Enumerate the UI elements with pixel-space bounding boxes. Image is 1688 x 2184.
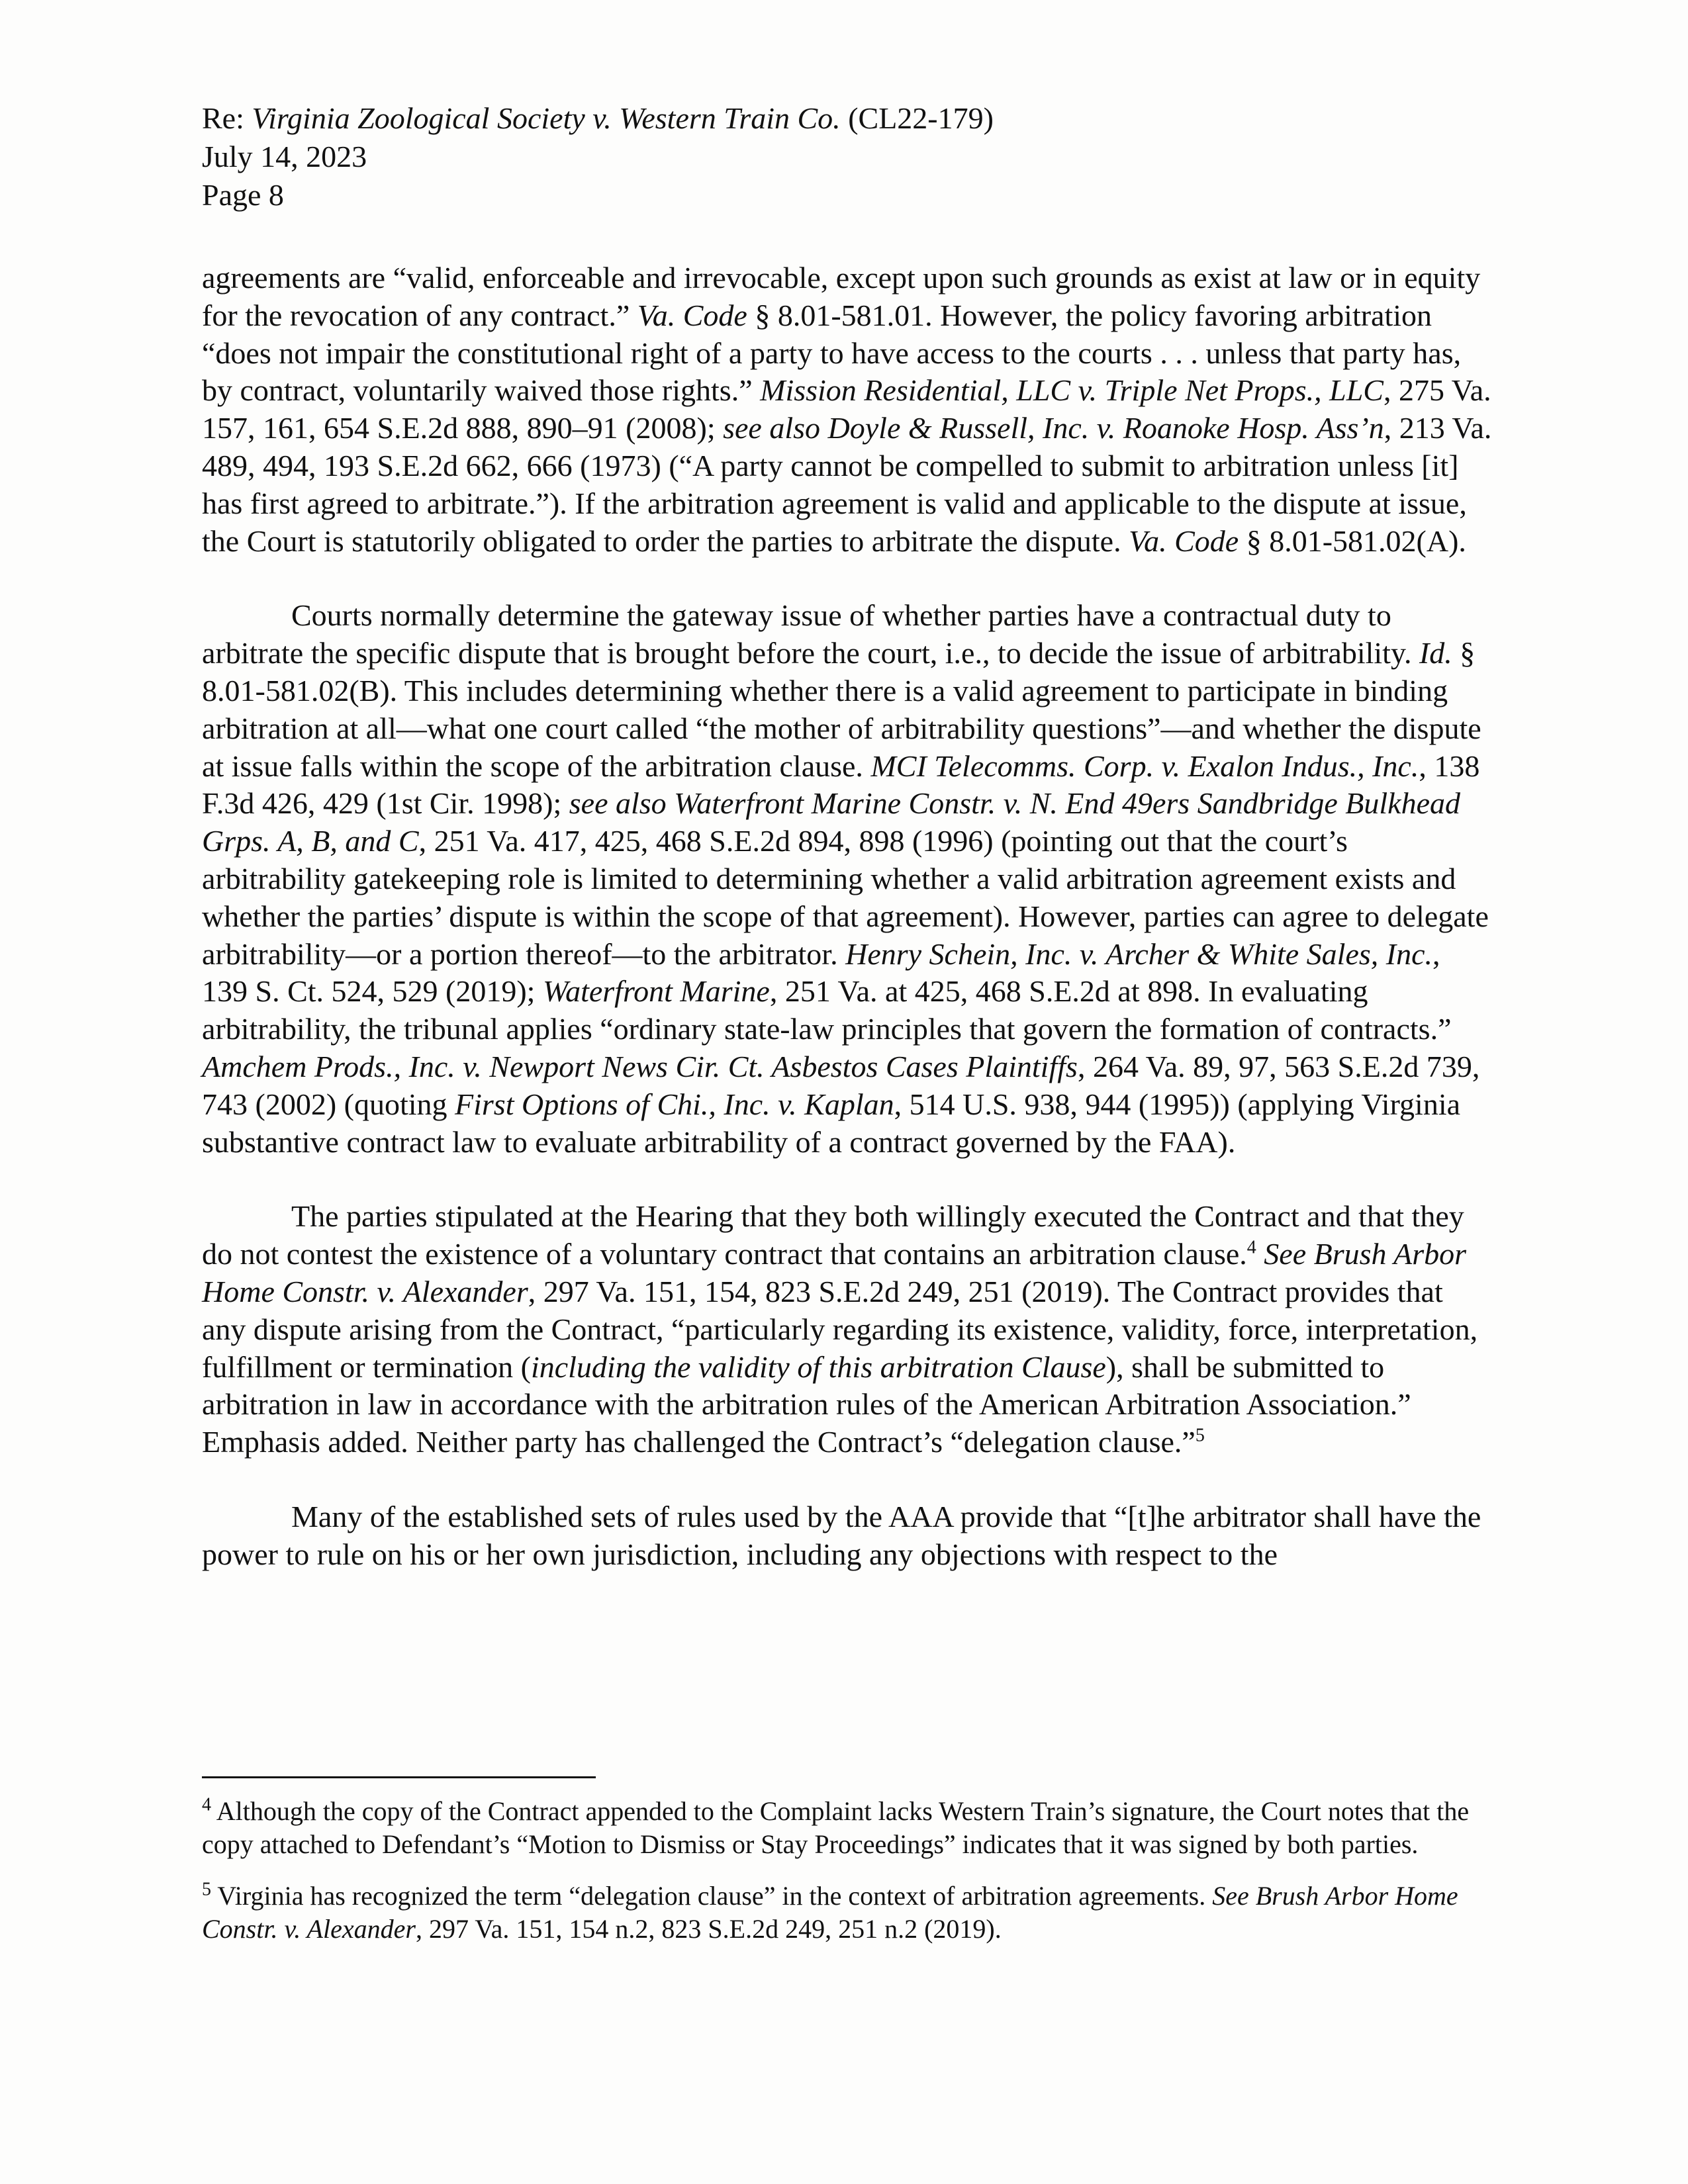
- footnote: [202, 1795, 1493, 1861]
- re-line: [202, 99, 1460, 138]
- text-run: Virginia has recognized the term “delegation clause” in the context of arbitration agreements.: [211, 1881, 1213, 1911]
- text-run: § 8.01-581.02(B). This includes determining whether there is a valid agreement to participate in binding arbitration at all—what one court called “the mother of arbitrability questions”—and whether the dispute at issue falls within the scope of the arbitration clause.: [202, 636, 1481, 783]
- footnote-marker: 5: [202, 1879, 211, 1900]
- paragraph: [202, 259, 1493, 560]
- letter-date: July 14, 2023: [202, 140, 367, 173]
- text-run: , 264 Va. 89, 97, 563 S.E.2d 739, 743 (2002) (quoting: [202, 1049, 1480, 1121]
- paragraph: [202, 1498, 1493, 1574]
- italic-text: see also Waterfront Marine Constr. v. N. End 49ers Sandbridge Bulkhead Grps. A, B, and C: [202, 786, 1461, 858]
- letter-header: [202, 99, 1460, 214]
- text-run: , 251 Va. at 425, 468 S.E.2d at 898. In evaluating arbitrability, the tribunal applies “ordinary state-law principles that govern the formation of contracts.”: [202, 974, 1452, 1046]
- italic-text: Amchem Prods., Inc. v. Newport News Cir. Ct. Asbestos Cases Plaintiffs: [202, 1049, 1078, 1083]
- text-run: Many of the established sets of rules used by the AAA provide that “[t]he arbitrator shall have the power to rule on his or her own jurisdiction, including any objections with respect to the: [202, 1499, 1481, 1571]
- page-number: Page 8: [202, 178, 284, 212]
- italic-text: MCI Telecomms. Corp. v. Exalon Indus., Inc.: [870, 749, 1419, 783]
- case-number: (CL22-179): [840, 101, 994, 135]
- text-run: § 8.01-581.01. However, the policy favoring arbitration “does not impair the constitutional right of a party to have access to the courts . . . unless that party has, by contract, voluntarily waived those rights.”: [202, 298, 1462, 408]
- italic-text: Va. Code: [637, 298, 747, 332]
- text-run: , 251 Va. 417, 425, 468 S.E.2d 894, 898 (1996) (pointing out that the court’s arbitrability gatekeeping role is limited to determining whether a valid arbitration agreement exists and whether the parties’ dispute is within the scope of that agreement). However, parties can agree to delegate arbitrability—or a portion thereof—to the arbitrator.: [202, 824, 1489, 971]
- italic-text: Waterfront Marine: [542, 974, 770, 1009]
- footnote-marker: 4: [202, 1794, 211, 1815]
- re-prefix: Re:: [202, 101, 252, 135]
- italic-text: See Brush Arbor Home Constr. v. Alexander: [202, 1881, 1458, 1944]
- text-run: The parties stipulated at the Hearing that they both willingly executed the Contract and that they do not contest the existence of a voluntary contract that contains an arbitration clause.: [202, 1199, 1464, 1271]
- paragraph: [202, 1198, 1493, 1461]
- text-run: [1256, 1237, 1264, 1271]
- italic-text: including the validity of this arbitration Clause: [530, 1349, 1106, 1384]
- italic-text: see also Doyle & Russell, Inc. v. Roanoke Hosp. Ass’n: [723, 411, 1384, 445]
- text-run: , 139 S. Ct. 524, 529 (2019);: [202, 936, 1440, 1009]
- text-run: , 275 Va. 157, 161, 654 S.E.2d 888, 890–91 (2008);: [202, 373, 1491, 445]
- text-run: § 8.01-581.02(A).: [1239, 523, 1466, 558]
- footnote: [202, 1880, 1493, 1946]
- text-run: , 297 Va. 151, 154, 823 S.E.2d 249, 251 (2019). The Contract provides that any dispute arising from the Contract, “particularly regarding its existence, validity, force, interpretation, fulfillment or termination (: [202, 1274, 1478, 1384]
- body-text: [202, 259, 1493, 1611]
- text-run: agreements are “valid, enforceable and irrevocable, except upon such grounds as exist at law or in equity for the revocation of any contract.”: [202, 261, 1481, 332]
- footnote-marker: 5: [1195, 1425, 1205, 1446]
- italic-text: Va. Code: [1129, 523, 1239, 558]
- text-run: , 514 U.S. 938, 944 (1995)) (applying Virginia substantive contract law to evaluate arbitrability of a contract governed by the FAA).: [202, 1087, 1461, 1159]
- italic-text: See Brush Arbor Home Constr. v. Alexander: [202, 1237, 1467, 1308]
- text-run: Courts normally determine the gateway issue of whether parties have a contractual duty to arbitrate the specific dispute that is brought before the court, i.e., to decide the issue of arbitrability.: [202, 598, 1419, 670]
- footnote-divider: [202, 1776, 596, 1778]
- footnote-marker: 4: [1246, 1237, 1256, 1258]
- case-name: Virginia Zoological Society v. Western Train Co.: [252, 101, 841, 135]
- italic-text: Mission Residential, LLC v. Triple Net Props., LLC: [760, 373, 1383, 408]
- italic-text: Id.: [1419, 636, 1452, 670]
- text-run: ), shall be submitted to arbitration in law in accordance with the arbitration rules of the American Arbitration Association.” Emphasis added. Neither party has challenged the Contract’s “delegation clause.”: [202, 1349, 1411, 1459]
- paragraph: [202, 597, 1493, 1161]
- text-run: Although the copy of the Contract appended to the Complaint lacks Western Train’s signature, the Court notes that the copy attached to Defendant’s “Motion to Dismiss or Stay Proceedings” indicates that it was signed by both parties.: [202, 1796, 1470, 1859]
- text-run: , 297 Va. 151, 154 n.2, 823 S.E.2d 249, 251 n.2 (2019).: [415, 1914, 1002, 1944]
- text-run: , 213 Va. 489, 494, 193 S.E.2d 662, 666 (1973) (“A party cannot be compelled to submit to arbitration unless [it] has first agreed to arbitrate.”). If the arbitration agreement is valid and applicable to the dispute at issue, the Court is statutorily obligated to order the parties to arbitrate the dispute.: [202, 411, 1492, 558]
- footnotes: [202, 1795, 1493, 1964]
- italic-text: First Options of Chi., Inc. v. Kaplan: [455, 1087, 894, 1121]
- italic-text: Henry Schein, Inc. v. Archer & White Sales, Inc.: [845, 936, 1433, 971]
- text-run: , 138 F.3d 426, 429 (1st Cir. 1998);: [202, 749, 1480, 821]
